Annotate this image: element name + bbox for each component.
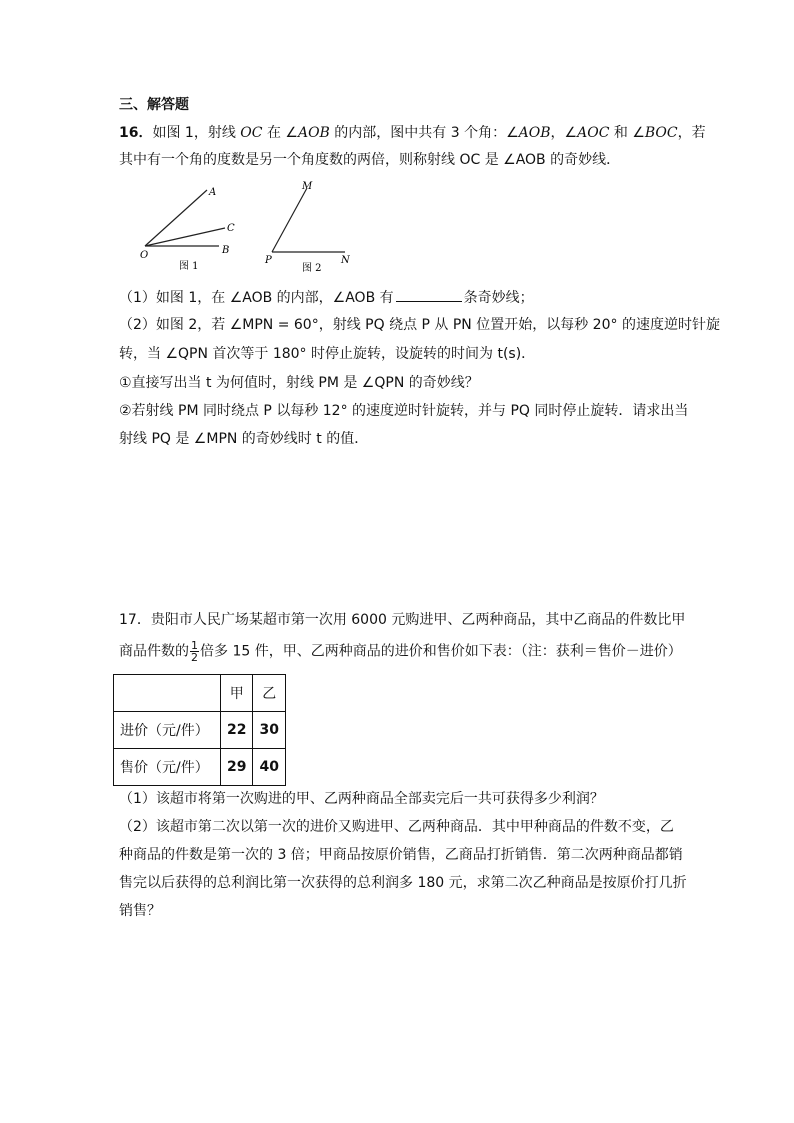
fig1-label-a: A xyxy=(209,187,217,198)
q16-math: BOC xyxy=(644,125,678,141)
q17-part-2-line-3: 售完以后获得的总利润比第一次获得的总利润多 180 元，求第二次乙种商品是按原价打几折 xyxy=(119,875,687,891)
q16-sub-2-line-1: ②若射线 PM 同时绕点 P 以每秒 12° 的速度逆时针旋转，并与 PQ 同时停止旋转．请求出当 xyxy=(119,403,689,419)
q16-math: AOC xyxy=(577,125,610,141)
figure-1 xyxy=(140,187,235,272)
q16-text: 的内部，图中共有 3 个角：∠ xyxy=(329,125,519,141)
fig1-label-c: C xyxy=(227,223,235,234)
table-cell: 29 xyxy=(221,749,253,786)
q17-line-2 xyxy=(119,640,682,663)
q16-sub-1: ①直接写出当 t 为何值时，射线 PM 是 ∠QPN 的奇妙线？ xyxy=(119,375,479,391)
q17-part-2-line-4: 销售？ xyxy=(119,903,161,919)
fig1-label-b: B xyxy=(222,245,230,256)
table-header-cell xyxy=(114,675,221,712)
table-cell: 22 xyxy=(221,712,253,749)
table-cell: 30 xyxy=(253,712,285,749)
fig1-caption: 图 1 xyxy=(179,261,199,272)
q17-line-2-text: 商品件数的 xyxy=(119,643,189,660)
q16-part-1-text: （1）如图 1，在 ∠AOB 的内部，∠AOB 有 xyxy=(119,290,394,306)
table-row xyxy=(114,712,286,749)
q16-number: 16． xyxy=(119,125,153,141)
q16-text: ，若 xyxy=(677,125,706,141)
q17-line-1: 17．贵阳市人民广场某超市第一次用 6000 元购进甲、乙两种商品，其中乙商品的件数比甲 xyxy=(119,612,686,628)
q16-math: OC xyxy=(240,125,263,141)
answer-blank[interactable] xyxy=(396,287,462,302)
fig1-label-o: O xyxy=(140,250,149,261)
q16-part-2-line-2: 转，当 ∠QPN 首次等于 180° 时停止旋转，设旋转的时间为 t(s)． xyxy=(119,346,536,362)
fig2-caption: 图 2 xyxy=(302,263,322,274)
fig2-label-m: M xyxy=(302,181,313,192)
fig2-label-n: N xyxy=(341,255,350,266)
q17-part-2-line-1: （2）该超市第二次以第一次的进价又购进甲、乙两种商品．其中甲种商品的件数不变，乙 xyxy=(119,819,674,835)
table-cell: 40 xyxy=(253,749,285,786)
q17-line-2-text-end: 倍多 15 件，甲、乙两种商品的进价和售价如下表：（注：获利＝售价－进价） xyxy=(200,643,682,660)
q17-part-2-line-2: 种商品的件数是第一次的 3 倍；甲商品按原价销售，乙商品打折销售．第二次两种商品都销 xyxy=(119,847,683,863)
q16-part-1 xyxy=(119,287,534,307)
q16-part-1-text-end: 条奇妙线； xyxy=(463,290,534,306)
q16-math: AOB xyxy=(518,125,551,141)
table-header-cell: 乙 xyxy=(253,675,285,712)
q16-text: 和 ∠ xyxy=(609,125,645,141)
figure-2 xyxy=(264,181,351,274)
q16-sub-2-line-2: 射线 PQ 是 ∠MPN 的奇妙线时 t 的值． xyxy=(119,431,369,447)
fraction-one-half xyxy=(190,640,199,663)
section-title: 三、解答题 xyxy=(119,97,189,113)
q16-part-2-line-1: （2）如图 2，若 ∠MPN = 60°，射线 PQ 绕点 P 从 PN 位置开始，以每秒 20° 的速度逆时针旋 xyxy=(119,317,720,333)
q16-line-2: 其中有一个角的度数是另一个角度数的两倍，则称射线 OC 是 ∠AOB 的奇妙线． xyxy=(119,152,621,168)
table-row xyxy=(114,749,286,786)
table-header-cell: 甲 xyxy=(221,675,253,712)
fig2-label-p: P xyxy=(265,255,272,266)
table-header-row xyxy=(114,675,286,712)
q16-math: AOB xyxy=(297,125,330,141)
q16-line-1 xyxy=(119,124,706,142)
price-table xyxy=(113,674,286,786)
q16-figures xyxy=(135,180,365,280)
q16-text: ，∠ xyxy=(550,125,578,141)
q17-part-1: （1）该超市将第一次购进的甲、乙两种商品全部卖完后一共可获得多少利润？ xyxy=(119,791,604,807)
row-label: 进价（元/件） xyxy=(114,712,221,749)
row-label: 售价（元/件） xyxy=(114,749,221,786)
q16-text: 在 ∠ xyxy=(262,125,298,141)
q16-text: 如图 1，射线 xyxy=(152,125,241,141)
fraction-denominator: 2 xyxy=(191,651,198,664)
fraction-numerator: 1 xyxy=(191,639,198,652)
